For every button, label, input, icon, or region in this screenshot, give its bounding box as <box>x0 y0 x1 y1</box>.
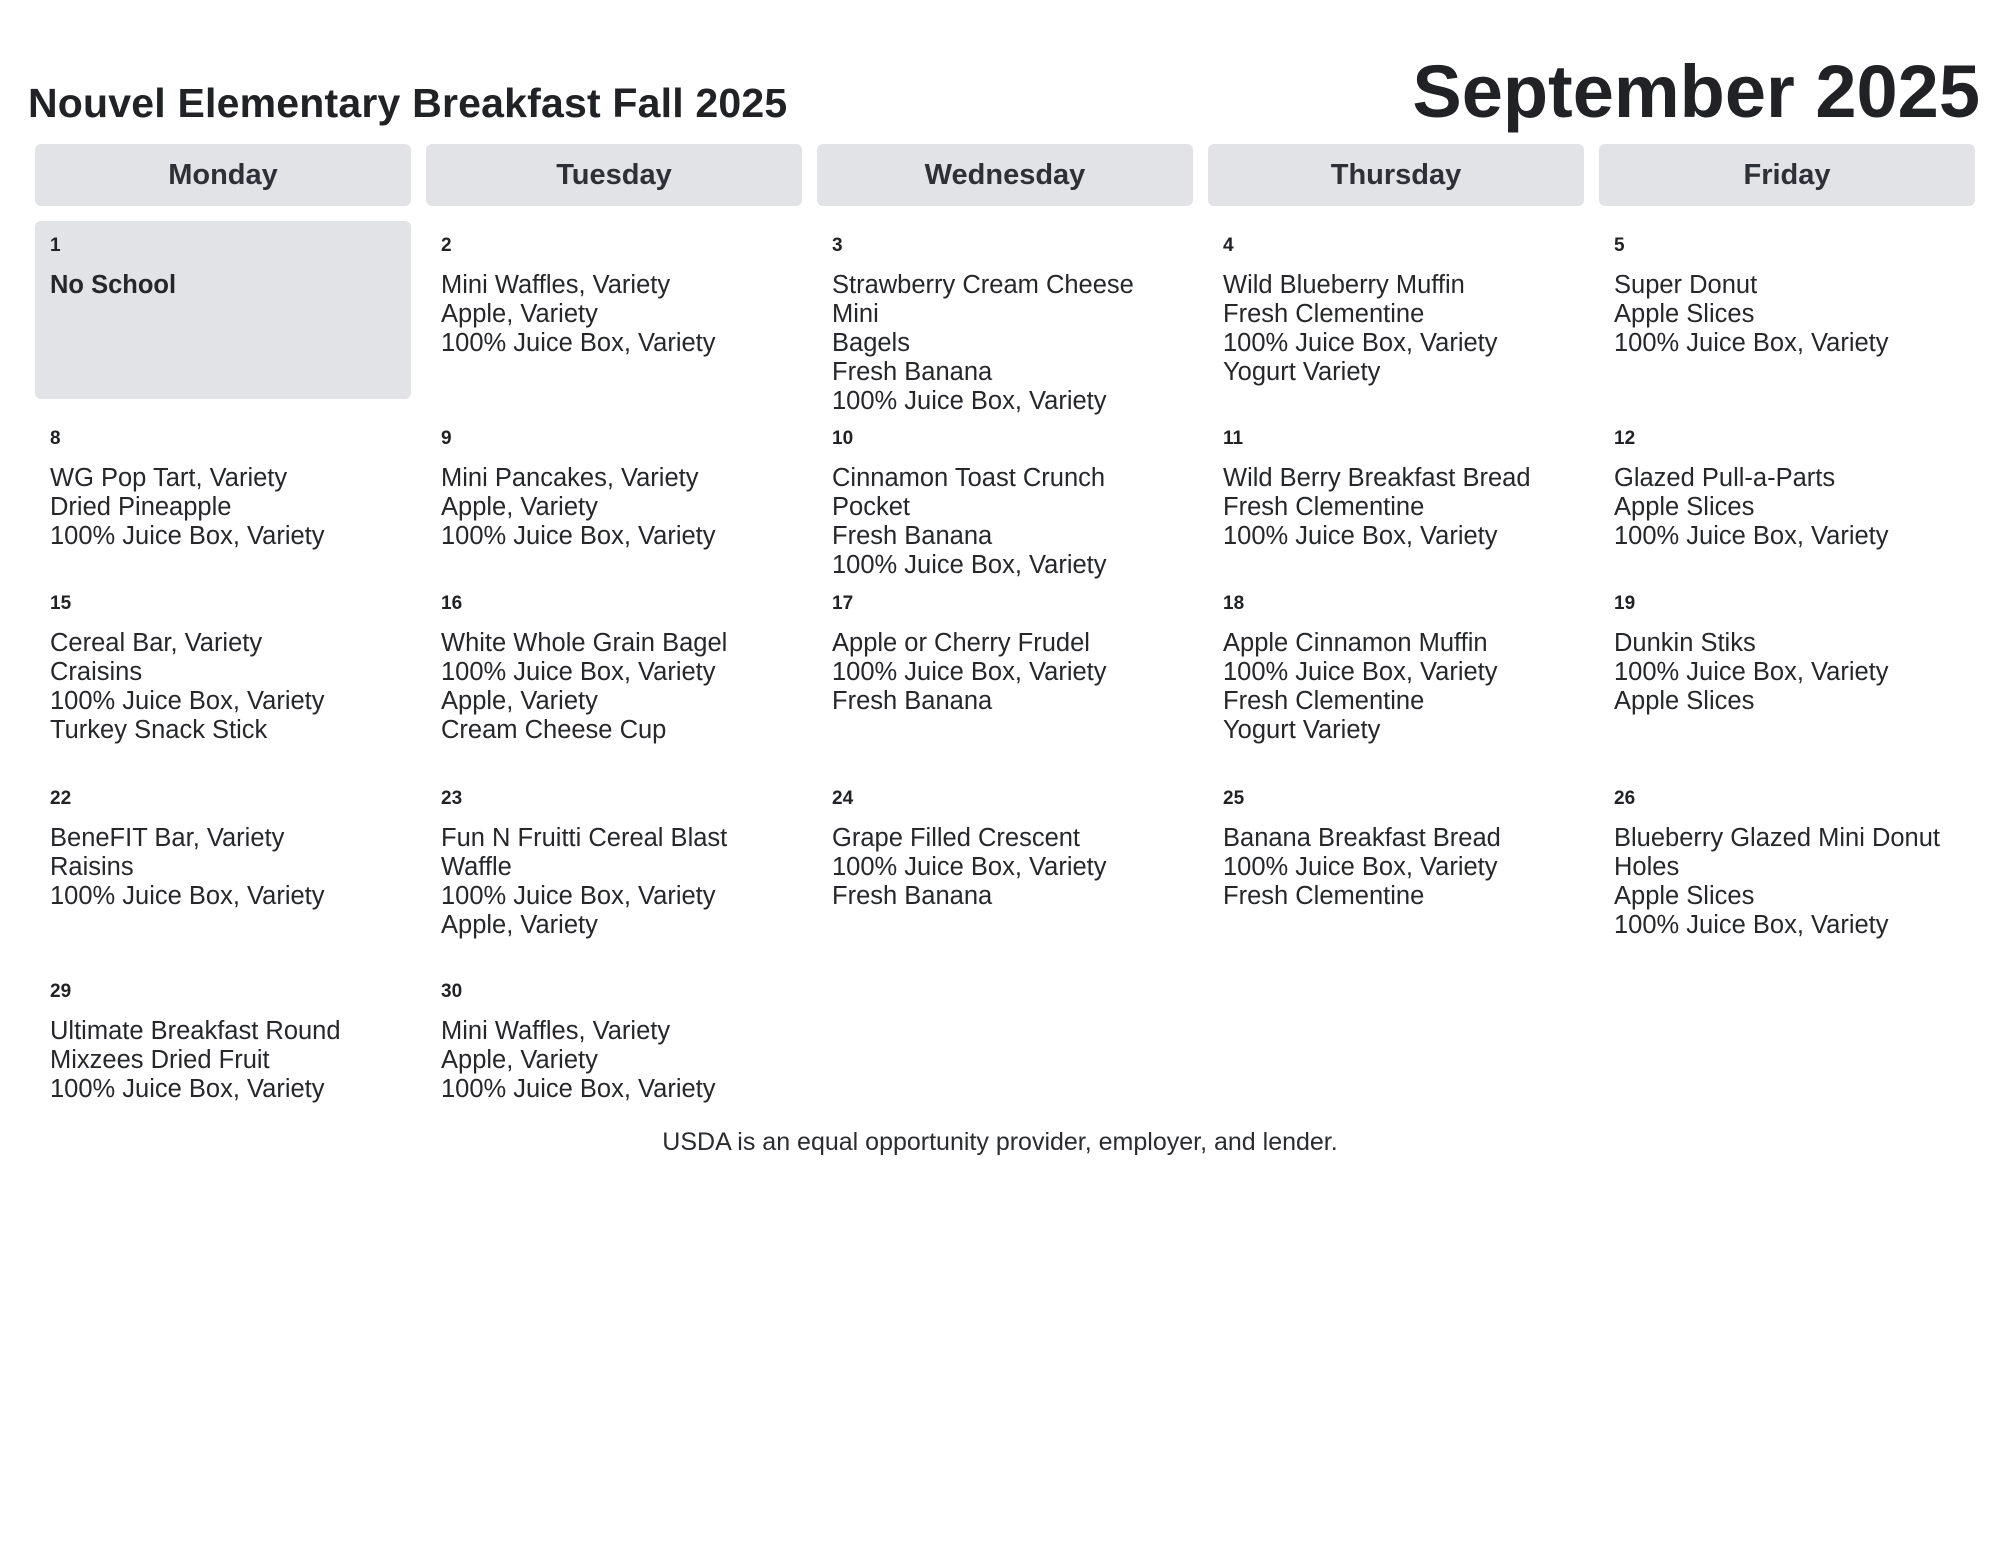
day-cell <box>35 774 411 952</box>
day-number: 16 <box>441 593 463 614</box>
menu-item: 100% Juice Box, Variety <box>1223 329 1498 357</box>
menu-item: 100% Juice Box, Variety <box>832 853 1107 881</box>
menu-item: 100% Juice Box, Variety <box>50 522 325 550</box>
menu-item: 100% Juice Box, Variety <box>1614 911 1889 939</box>
page-title: Nouvel Elementary Breakfast Fall 2025 <box>28 80 788 126</box>
menu-list <box>1614 271 1960 358</box>
menu-item: 100% Juice Box, Variety <box>50 882 325 910</box>
menu-item: Apple, Variety <box>441 300 598 328</box>
day-cell <box>817 579 1193 759</box>
menu-item: Bagels <box>832 329 910 357</box>
menu-item: Fresh Banana <box>832 358 993 386</box>
day-cell <box>817 414 1193 579</box>
no-school-label: No School <box>50 271 177 299</box>
week-row <box>35 221 1975 415</box>
menu-item: Wild Blueberry Muffin <box>1223 271 1465 299</box>
day-cell <box>35 221 411 399</box>
menu-item: Fresh Clementine <box>1223 300 1425 328</box>
menu-item: 100% Juice Box, Variety <box>832 387 1107 415</box>
day-number: 29 <box>50 981 72 1002</box>
menu-item: Apple, Variety <box>441 687 598 715</box>
menu-item: Apple Slices <box>1614 882 1755 910</box>
day-number: 1 <box>50 235 61 256</box>
menu-item: 100% Juice Box, Variety <box>1223 658 1498 686</box>
menu-item: Apple Slices <box>1614 687 1755 715</box>
menu-list <box>832 464 1178 580</box>
menu-item: 100% Juice Box, Variety <box>50 687 325 715</box>
menu-item: Apple Cinnamon Muffin <box>1223 629 1488 657</box>
day-cell <box>426 774 802 952</box>
menu-item: Apple Slices <box>1614 493 1755 521</box>
menu-item: Fresh Banana <box>832 522 993 550</box>
menu-item: Blueberry Glazed Mini Donut <box>1614 824 1940 852</box>
day-number: 9 <box>441 428 452 449</box>
menu-item: 100% Juice Box, Variety <box>441 1075 716 1103</box>
menu-item: Cinnamon Toast Crunch Pocket <box>832 464 1106 521</box>
menu-item: 100% Juice Box, Variety <box>441 658 716 686</box>
menu-item: WG Pop Tart, Variety <box>50 464 288 492</box>
day-cell <box>1208 579 1584 759</box>
menu-item: Yogurt Variety <box>1223 358 1381 386</box>
menu-item: Cereal Bar, Variety <box>50 629 263 657</box>
day-number: 5 <box>1614 235 1625 256</box>
week-row <box>35 774 1975 952</box>
day-cell <box>1599 221 1975 399</box>
day-number: 12 <box>1614 428 1636 449</box>
menu-list <box>441 1017 787 1104</box>
menu-list <box>50 824 396 911</box>
menu-item: White Whole Grain Bagel <box>441 629 728 657</box>
day-cell <box>817 221 1193 415</box>
weekday-header-tuesday: Tuesday <box>426 144 802 206</box>
menu-list <box>441 464 787 551</box>
menu-list <box>50 1017 396 1104</box>
day-number: 17 <box>832 593 854 614</box>
menu-item: Mini Waffles, Variety <box>441 271 671 299</box>
empty-day-cell <box>817 967 1193 1117</box>
day-cell <box>35 967 411 1117</box>
menu-item: Apple or Cherry Frudel <box>832 629 1090 657</box>
menu-list <box>50 629 396 745</box>
menu-item: 100% Juice Box, Variety <box>832 658 1107 686</box>
day-cell <box>426 221 802 399</box>
menu-item: 100% Juice Box, Variety <box>441 882 716 910</box>
menu-item: Craisins <box>50 658 143 686</box>
menu-list <box>1223 824 1569 911</box>
day-cell <box>426 579 802 759</box>
menu-item: Raisins <box>50 853 134 881</box>
menu-item: Apple, Variety <box>441 493 598 521</box>
day-number: 8 <box>50 428 61 449</box>
menu-item: Cream Cheese Cup <box>441 716 667 744</box>
day-number: 22 <box>50 788 72 809</box>
menu-list <box>1223 464 1569 551</box>
usda-footer-note: USDA is an equal opportunity provider, employer, and lender. <box>662 1128 1338 1156</box>
menu-item: Dried Pineapple <box>50 493 232 521</box>
day-cell <box>1599 414 1975 564</box>
day-number: 23 <box>441 788 463 809</box>
menu-list <box>441 629 787 745</box>
menu-item: Fresh Banana <box>832 882 993 910</box>
menu-item: Waffle <box>441 853 512 881</box>
menu-list <box>1614 824 1960 940</box>
day-number: 24 <box>832 788 854 809</box>
weekday-header-thursday: Thursday <box>1208 144 1584 206</box>
day-cell <box>35 579 411 759</box>
menu-item: Mixzees Dried Fruit <box>50 1046 270 1074</box>
week-row <box>35 579 1975 759</box>
menu-list <box>1223 271 1569 387</box>
day-number: 4 <box>1223 235 1234 256</box>
menu-item: Mini Waffles, Variety <box>441 1017 671 1045</box>
day-cell <box>1208 221 1584 399</box>
menu-list <box>1223 629 1569 745</box>
menu-item: 100% Juice Box, Variety <box>1223 522 1498 550</box>
day-number: 25 <box>1223 788 1245 809</box>
day-number: 19 <box>1614 593 1636 614</box>
empty-day-cell <box>1208 967 1584 1117</box>
menu-item: Super Donut <box>1614 271 1758 299</box>
menu-item: 100% Juice Box, Variety <box>441 329 716 357</box>
menu-item: Turkey Snack Stick <box>50 716 268 744</box>
menu-item: Fresh Clementine <box>1223 687 1425 715</box>
menu-item: Banana Breakfast Bread <box>1223 824 1501 852</box>
day-number: 3 <box>832 235 843 256</box>
weekday-header-row <box>35 144 1975 206</box>
menu-item: Grape Filled Crescent <box>832 824 1081 852</box>
calendar-grid <box>35 144 1975 1117</box>
menu-item: BeneFIT Bar, Variety <box>50 824 285 852</box>
menu-list <box>832 271 1178 416</box>
menu-item: 100% Juice Box, Variety <box>1614 329 1889 357</box>
menu-item: Mini Pancakes, Variety <box>441 464 699 492</box>
menu-item: 100% Juice Box, Variety <box>1614 522 1889 550</box>
day-cell <box>35 414 411 564</box>
menu-item: 100% Juice Box, Variety <box>832 551 1107 579</box>
menu-item: Wild Berry Breakfast Bread <box>1223 464 1531 492</box>
menu-item: Yogurt Variety <box>1223 716 1381 744</box>
menu-list <box>1614 464 1960 551</box>
empty-day-cell <box>1599 967 1975 1117</box>
menu-item: 100% Juice Box, Variety <box>441 522 716 550</box>
menu-item: Ultimate Breakfast Round <box>50 1017 341 1045</box>
menu-list <box>832 824 1178 911</box>
menu-list <box>832 629 1178 716</box>
menu-item: Apple, Variety <box>441 1046 598 1074</box>
week-row <box>35 967 1975 1117</box>
week-row <box>35 414 1975 579</box>
day-cell <box>426 414 802 564</box>
day-number: 26 <box>1614 788 1636 809</box>
weekday-header-monday: Monday <box>35 144 411 206</box>
menu-item: Glazed Pull-a-Parts <box>1614 464 1836 492</box>
day-cell <box>817 774 1193 952</box>
menu-list <box>441 824 787 940</box>
day-cell <box>1208 414 1584 564</box>
day-number: 2 <box>441 235 452 256</box>
menu-item: 100% Juice Box, Variety <box>1223 853 1498 881</box>
day-cell <box>1208 774 1584 952</box>
menu-list <box>50 464 396 551</box>
menu-item: Holes <box>1614 853 1680 881</box>
day-cell <box>1599 579 1975 759</box>
menu-item: Fun N Fruitti Cereal Blast <box>441 824 728 852</box>
day-number: 30 <box>441 981 463 1002</box>
month-title: September 2025 <box>1412 50 1980 133</box>
day-number: 18 <box>1223 593 1245 614</box>
menu-item: Dunkin Stiks <box>1614 629 1756 657</box>
menu-item: 100% Juice Box, Variety <box>1614 658 1889 686</box>
day-number: 10 <box>832 428 854 449</box>
weekday-header-wednesday: Wednesday <box>817 144 1193 206</box>
day-cell <box>1599 774 1975 952</box>
weekday-header-friday: Friday <box>1599 144 1975 206</box>
day-number: 15 <box>50 593 72 614</box>
menu-item: Fresh Clementine <box>1223 882 1425 910</box>
menu-list <box>1614 629 1960 716</box>
menu-item: Fresh Banana <box>832 687 993 715</box>
menu-list <box>441 271 787 358</box>
menu-item: Apple, Variety <box>441 911 598 939</box>
menu-item: Strawberry Cream Cheese Mini <box>832 271 1134 328</box>
day-number: 11 <box>1223 428 1244 449</box>
day-cell <box>426 967 802 1117</box>
menu-item: Fresh Clementine <box>1223 493 1425 521</box>
menu-item: 100% Juice Box, Variety <box>50 1075 325 1103</box>
menu-item: Apple Slices <box>1614 300 1755 328</box>
